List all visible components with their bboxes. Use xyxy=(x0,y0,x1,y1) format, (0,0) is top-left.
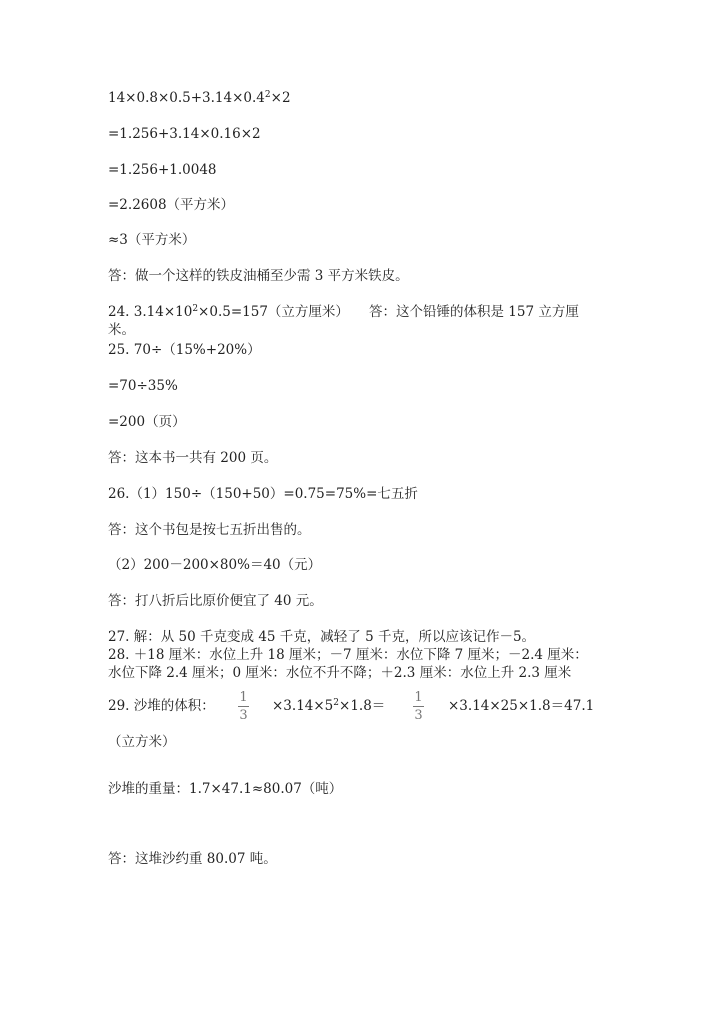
line-6: 答：做一个这样的铁皮油桶至少需 3 平方米铁皮。 xyxy=(108,268,409,284)
line-24-cont: 米。 xyxy=(108,322,135,338)
line-29-unit: （立方米） xyxy=(108,734,176,750)
superscript: 2 xyxy=(264,90,271,100)
line-5: ≈3（平方米） xyxy=(108,232,196,248)
line-24-answer: 答：这个铅锤的体积是 157 立方厘 xyxy=(369,304,579,320)
line-25c: =200（页） xyxy=(108,414,186,430)
line-29-label: 29. 沙堆的体积： xyxy=(108,698,215,714)
line-28: 28. ＋18 厘米：水位上升 18 厘米；－7 厘米：水位下降 7 厘米；－2.4 厘米： xyxy=(108,647,588,663)
line-26: 26.（1）150÷（150+50）=0.75=75%=七五折 xyxy=(108,486,418,502)
line-29-answer: 答：这堆沙约重 80.07 吨。 xyxy=(108,851,277,867)
line-24: 24. $3.14\times 10^2\times 0.5=157$（立方厘米） xyxy=(108,304,349,320)
line-25b: =70÷35% xyxy=(108,378,178,394)
line-29-weight: 沙堆的重量：1.7×47.1≈80.07（吨） xyxy=(108,781,343,797)
fraction-bar xyxy=(413,706,424,707)
line-29-expr: $\times 3.14\times 5^2\times 1.8=$ xyxy=(272,698,386,714)
line-2: =1.256+3.14×0.16×2 xyxy=(108,126,261,142)
line-29-result: ×3.14×25×1.8＝47.1 xyxy=(448,698,595,714)
line-25: 25. 70÷（15%+20%） xyxy=(108,342,261,358)
line-26-answer: 答：这个书包是按七五折出售的。 xyxy=(108,522,311,538)
line-26b: （2）200－200×80%＝40（元） xyxy=(108,557,322,573)
fraction-one-third: 1 3 xyxy=(239,690,248,723)
fraction-one-third: 1 3 xyxy=(414,690,423,723)
line-25-answer: 答：这本书一共有 200 页。 xyxy=(108,450,278,466)
line-28-cont: 水位下降 2.4 厘米；0 厘米：水位不升不降；＋2.3 厘米：水位上升 2.3 厘米 xyxy=(108,665,572,681)
superscript: 2 xyxy=(192,304,199,314)
fraction-bar xyxy=(238,706,249,707)
line-27: 27. 解：从 50 千克变成 45 千克，减轻了 5 千克，所以应该记作－5。 xyxy=(108,629,536,645)
line-3: =1.256+1.0048 xyxy=(108,162,217,178)
line-4: =2.2608（平方米） xyxy=(108,197,235,213)
line-1: $14\times 0.8\times 0.5+3.14\times 0.4^2\times 2$ xyxy=(108,90,291,106)
superscript: 2 xyxy=(333,698,340,708)
line-26b-answer: 答：打八折后比原价便宜了 40 元。 xyxy=(108,593,323,609)
